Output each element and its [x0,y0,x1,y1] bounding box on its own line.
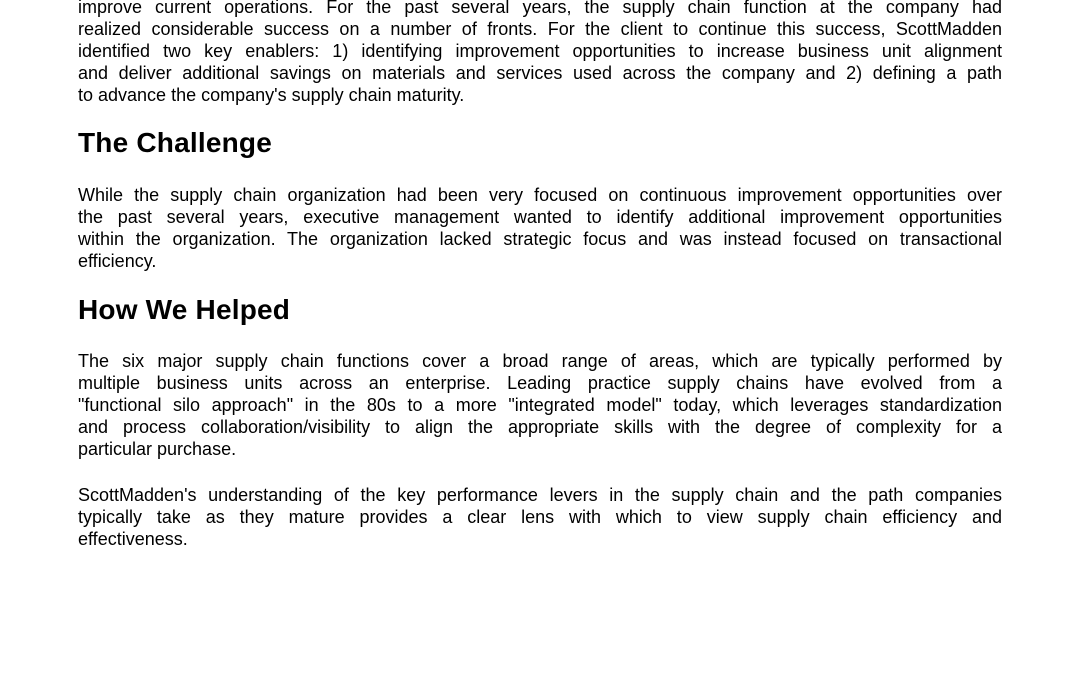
text-line: to advance the company's supply chain maturity. [78,85,465,105]
text-line: effectiveness. [78,529,188,549]
text-line: typically take as they mature provides a clear lens with which to view supply chain efficiency and [78,507,1002,527]
text-line: ScottMadden's understanding of the key performance levers in the supply chain and the path companies [78,485,1002,505]
text-line: and process collaboration/visibility to align the appropriate skills with the degree of complexity for a [78,417,1002,437]
intro-paragraph [78,0,1002,106]
text-line: and deliver additional savings on materials and services used across the company and 2) defining a path [78,63,1002,83]
section-heading-the-challenge: The Challenge [78,127,272,158]
text-line: realized considerable success on a number of fronts. For the client to continue this success, ScottMadden [78,19,1002,39]
text-line: the past several years, executive management wanted to identify additional improvement opportunities [78,207,1002,227]
text-line: The six major supply chain functions cover a broad range of areas, which are typically performed by [78,351,1002,371]
how-we-helped-paragraph-2 [78,484,1002,550]
section-heading-how-we-helped: How We Helped [78,294,291,325]
text-line: While the supply chain organization had been very focused on continuous improvement opportunities over [78,185,1002,205]
text-line: particular purchase. [78,439,237,459]
text-line: within the organization. The organization lacked strategic focus and was instead focused on transactional [78,229,1002,249]
how-we-helped-paragraph-1 [78,350,1002,460]
challenge-paragraph [78,184,1002,272]
text-line: multiple business units across an enterprise. Leading practice supply chains have evolved from a [78,373,1002,393]
text-line: "functional silo approach" in the 80s to a more "integrated model" today, which leverages standardization [78,395,1002,415]
text-line: efficiency. [78,251,157,271]
document-page [78,0,1002,550]
text-line: identified two key enablers: 1) identifying improvement opportunities to increase business unit alignment [78,41,1002,61]
text-line: improve current operations. For the past several years, the supply chain function at the company had [78,0,1002,17]
